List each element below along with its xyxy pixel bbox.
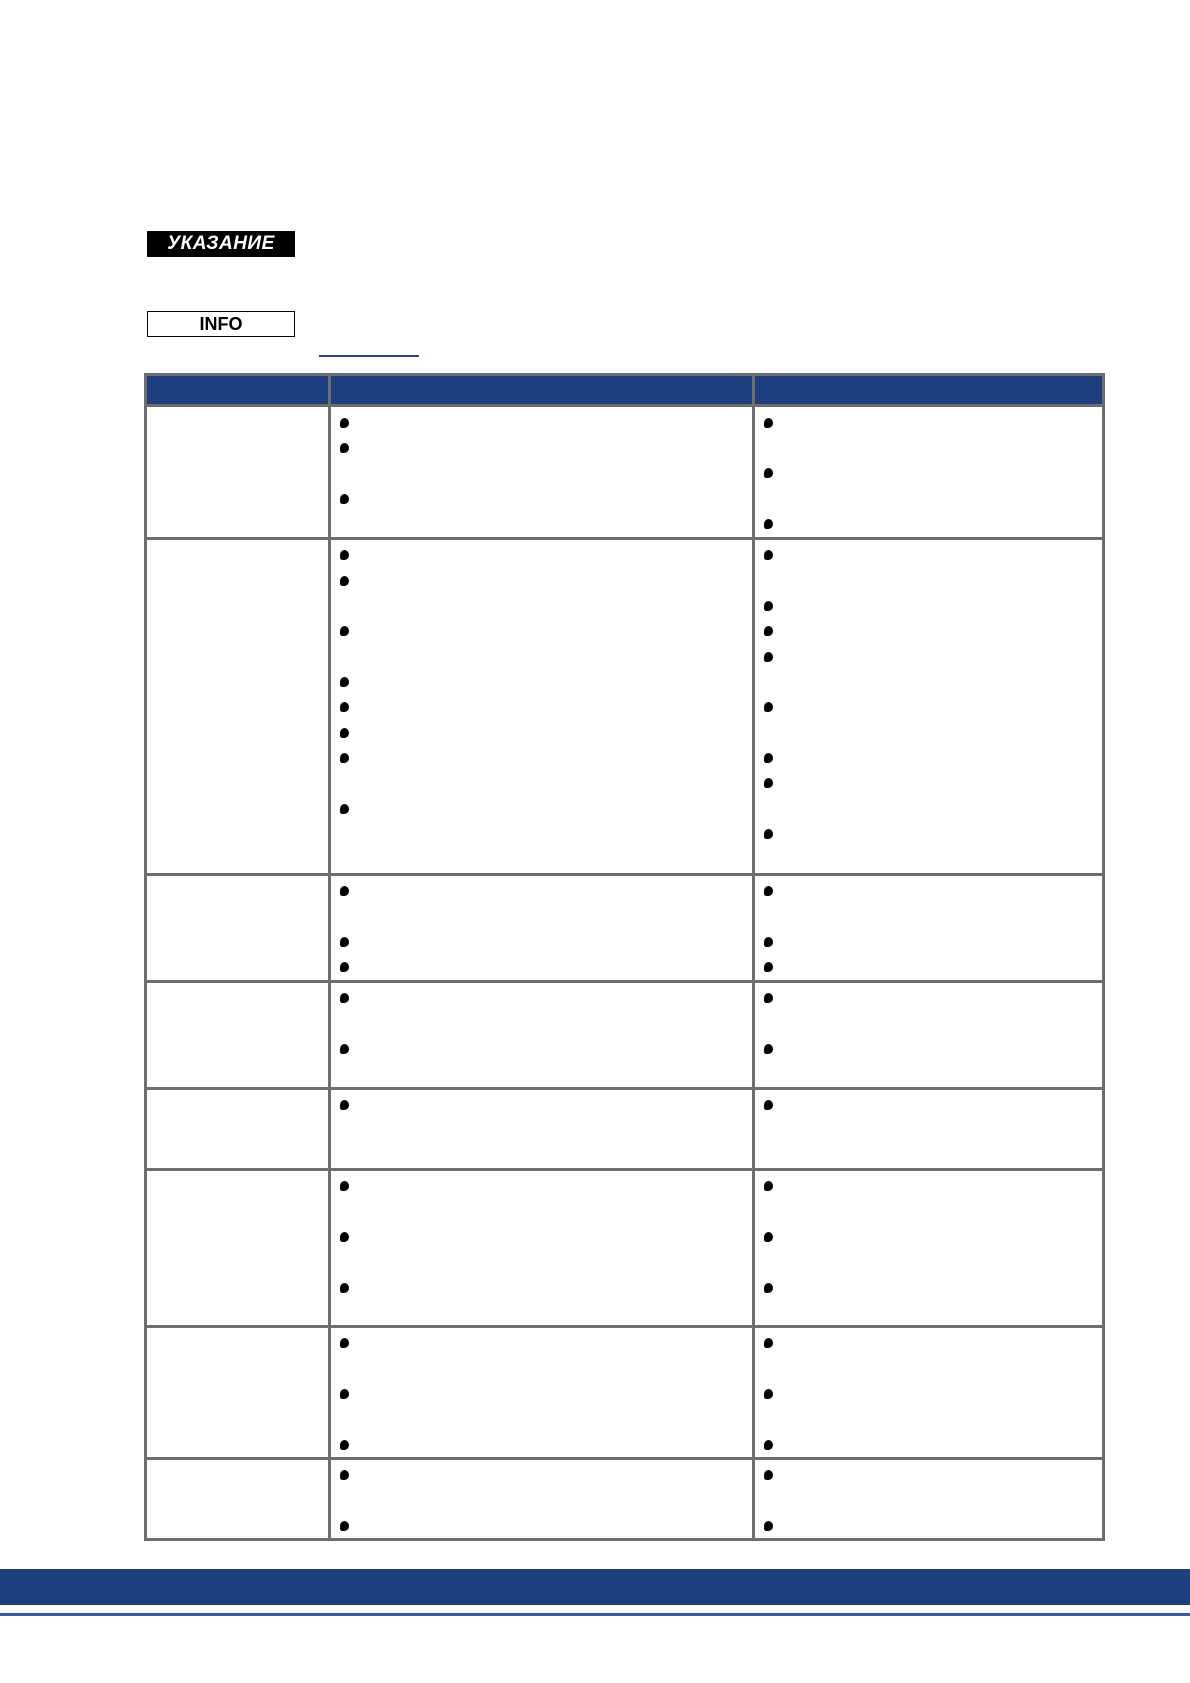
row-cell-left (331, 1090, 755, 1168)
bullet-icon (764, 1044, 773, 1054)
footer-divider (0, 1613, 1190, 1616)
row-cell-right (755, 1090, 1102, 1168)
bullet-icon (340, 804, 349, 814)
table-row (147, 1168, 1102, 1325)
row-label-cell (147, 540, 331, 873)
table-row (147, 1087, 1102, 1168)
bullet-icon (340, 576, 349, 586)
row-label-cell (147, 1328, 331, 1457)
row-label-cell (147, 1460, 331, 1538)
bullet-icon (764, 1521, 773, 1531)
header-cell-3 (755, 376, 1102, 404)
bullet-icon (340, 1521, 349, 1531)
bullet-icon (340, 993, 349, 1003)
bullet-icon (764, 886, 773, 896)
footer-bar (0, 1569, 1190, 1605)
bullet-icon (764, 937, 773, 947)
bullet-icon (764, 1470, 773, 1480)
table-row (147, 980, 1102, 1087)
bullet-icon (340, 677, 349, 687)
bullet-icon (340, 962, 349, 972)
bullet-icon (340, 728, 349, 738)
table-header (147, 376, 1102, 404)
bullet-icon (340, 1389, 349, 1399)
row-cell-right (755, 983, 1102, 1087)
table-row (147, 537, 1102, 873)
row-cell-left (331, 407, 755, 537)
bullet-icon (764, 652, 773, 662)
bullet-icon (340, 702, 349, 712)
bullet-icon (764, 1181, 773, 1191)
row-cell-right (755, 1460, 1102, 1538)
row-cell-right (755, 1328, 1102, 1457)
bullet-icon (340, 550, 349, 560)
bullet-icon (764, 1100, 773, 1110)
bullet-icon (764, 550, 773, 560)
bullet-icon (340, 1440, 349, 1450)
header-cell-1 (147, 376, 331, 404)
bullet-icon (340, 886, 349, 896)
bullet-icon (340, 753, 349, 763)
row-cell-left (331, 983, 755, 1087)
info-badge: INFO (147, 311, 295, 337)
notice-badge: УКАЗАНИЕ (147, 231, 295, 257)
header-cell-2 (331, 376, 755, 404)
bullet-icon (764, 1283, 773, 1293)
row-cell-left (331, 540, 755, 873)
row-cell-left (331, 1171, 755, 1325)
row-cell-left (331, 1460, 755, 1538)
row-cell-right (755, 1171, 1102, 1325)
table-row (147, 404, 1102, 537)
table-row (147, 1325, 1102, 1457)
bullet-icon (340, 1232, 349, 1242)
bullet-icon (764, 519, 773, 529)
row-cell-right (755, 407, 1102, 537)
bullet-icon (340, 443, 349, 453)
bullet-icon (340, 626, 349, 636)
bullet-icon (764, 702, 773, 712)
row-cell-left (331, 876, 755, 980)
bullet-icon (764, 829, 773, 839)
bullet-icon (764, 1338, 773, 1348)
row-label-cell (147, 876, 331, 980)
bullet-icon (764, 962, 773, 972)
row-cell-left (331, 1328, 755, 1457)
reference-link[interactable] (319, 353, 419, 357)
bullet-icon (340, 937, 349, 947)
bullet-icon (764, 468, 773, 478)
row-label-cell (147, 1090, 331, 1168)
bullet-icon (764, 1232, 773, 1242)
bullet-icon (764, 1440, 773, 1450)
bullet-icon (340, 418, 349, 428)
bullet-icon (764, 778, 773, 788)
bullet-icon (764, 1389, 773, 1399)
row-label-cell (147, 1171, 331, 1325)
bullet-icon (340, 1181, 349, 1191)
bullet-icon (340, 494, 349, 504)
bullet-icon (340, 1470, 349, 1480)
bullet-icon (340, 1100, 349, 1110)
row-cell-right (755, 540, 1102, 873)
row-label-cell (147, 983, 331, 1087)
row-label-cell (147, 407, 331, 537)
bullet-icon (764, 418, 773, 428)
bullet-icon (340, 1044, 349, 1054)
bullet-icon (764, 993, 773, 1003)
bullet-icon (340, 1338, 349, 1348)
bullet-icon (764, 626, 773, 636)
data-table (144, 373, 1105, 1541)
bullet-icon (764, 601, 773, 611)
bullet-icon (340, 1283, 349, 1293)
row-cell-right (755, 876, 1102, 980)
bullet-icon (764, 753, 773, 763)
table-row (147, 1457, 1102, 1538)
table-row (147, 873, 1102, 980)
